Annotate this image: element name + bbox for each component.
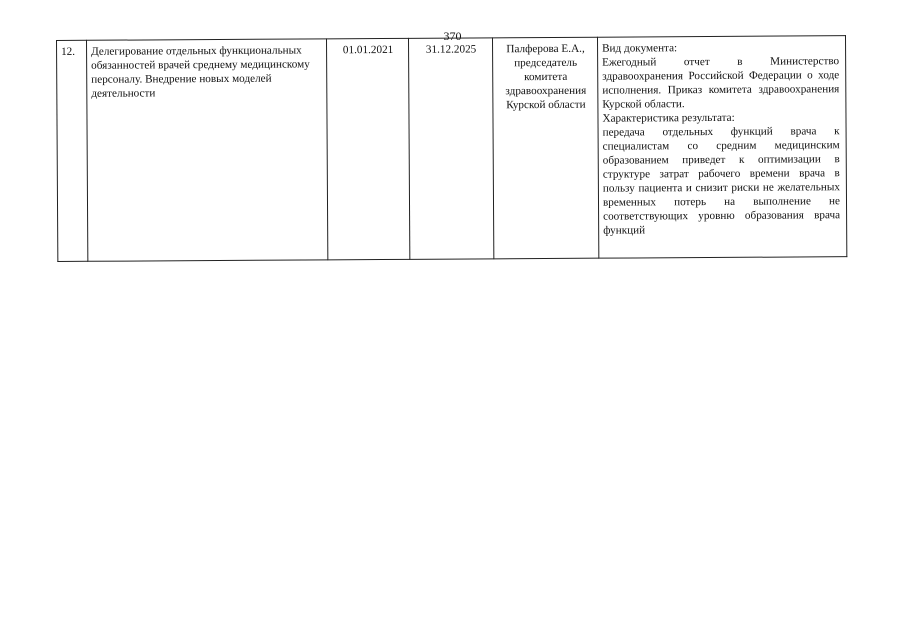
result-label: Характеристика результата: — [602, 111, 735, 125]
table-row — [57, 36, 847, 262]
responsible-cell — [492, 37, 598, 259]
result-cell — [597, 36, 846, 259]
row-number-text: 12. — [61, 45, 76, 58]
page-number: 370 — [443, 29, 462, 43]
end-date-cell — [408, 38, 493, 260]
start-date: 01.01.2021 — [342, 43, 394, 57]
row-number — [57, 40, 88, 261]
responsible-person: Палферова Е.А., председатель комитета здравоохранения Курской области — [505, 42, 587, 112]
end-date: 31.12.2025 — [425, 43, 477, 56]
start-date-cell — [326, 38, 409, 259]
document-type-label: Вид документа: — [602, 42, 678, 55]
result-text: передача отдельных функций врача к специалистам со средним медицинским образованием приведет к оптимизации в структуре затрат рабочего времени врача в пользу пациента и снизит риски не желательных временных потерь на выполнение не соответствующих уровню образования врача функций — [602, 125, 841, 237]
measure-name-cell — [87, 39, 328, 261]
measure-name: Делегирование отдельных функциональных обязанностей врачей среднему медицинскому персоналу. Внедрение новых моделей деятельности — [91, 44, 310, 100]
plan-table-grid — [56, 35, 847, 262]
plan-table — [56, 35, 847, 262]
document-type-text: Ежегодный отчет в Министерство здравоохранения Российской Федерации о ходе исполнения. Приказ комитета здравоохранения Курской области. — [602, 55, 840, 111]
